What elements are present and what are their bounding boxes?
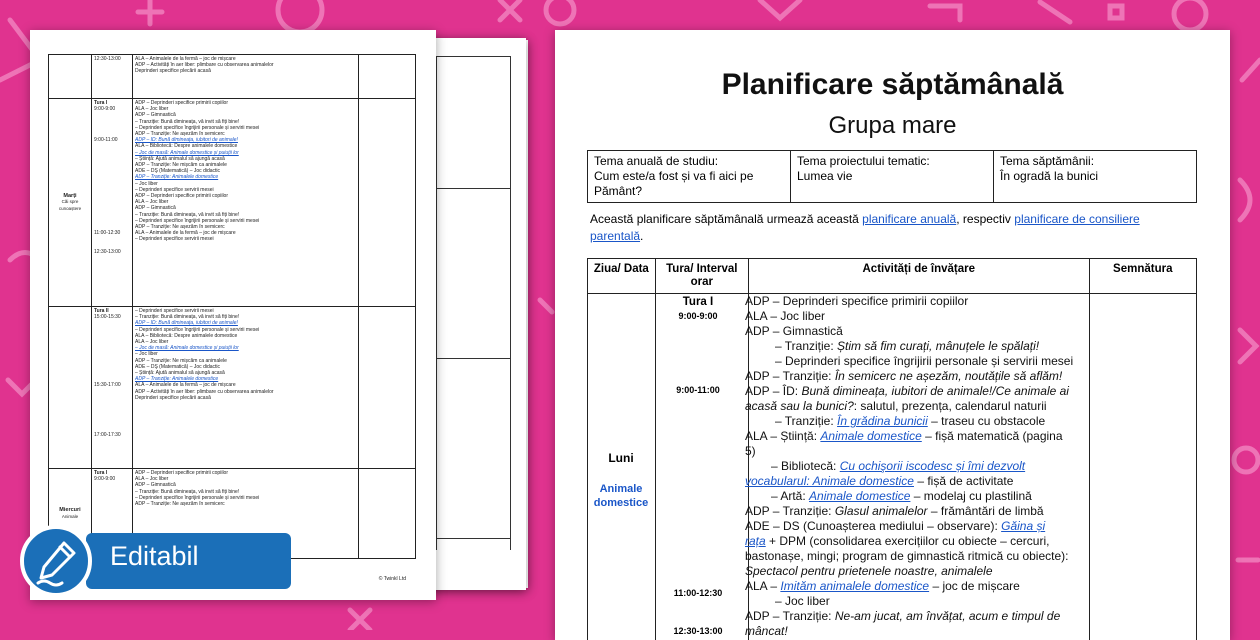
- thumbnail-time: 12:30-13:00: [94, 56, 130, 62]
- thumbnail-time: 12:30-13:00: [94, 249, 130, 255]
- thumbnail-line: ALA – Bibliotecă: Despre animalele domestice: [135, 333, 356, 339]
- activity-text: mâncat!: [745, 624, 788, 638]
- thumbnail-line: – Deprinderi specifice servirii mesei: [135, 236, 356, 242]
- annual-theme-cell: [588, 151, 791, 203]
- thumbnail-line: ADP – Deprinderi specifice primirii copiilor: [135, 100, 356, 106]
- activity-line: – Joc liber: [745, 594, 1090, 609]
- activity-text: ALA – Știință:: [745, 429, 820, 443]
- activity-link[interactable]: rața: [745, 534, 766, 548]
- week-theme-value: În ogradă la bunici: [1000, 169, 1098, 183]
- parental-plan-link[interactable]: planificare de consiliere parentală: [590, 212, 1140, 243]
- activity-line: – Deprinderi specifice îngrijirii personale și servirii mesei: [745, 354, 1090, 369]
- thumbnail-day-name: Miercuri: [59, 507, 80, 513]
- day-theme-link[interactable]: Animale domestice: [591, 482, 651, 510]
- time-slot: 12:30-13:00: [653, 626, 743, 636]
- header-day: Ziua/ Data: [588, 259, 656, 294]
- activity-text: – fișă matematică (pagina: [922, 429, 1063, 443]
- activity-line: [745, 624, 1090, 639]
- time-slot: 11:00-12:30: [653, 588, 743, 598]
- header-signature: Semnătura: [1089, 259, 1196, 294]
- thumbnail-time: 17:00-17:30: [94, 432, 130, 438]
- activity-text: ADP – Tranziție:: [745, 504, 835, 518]
- thumbnail-line: ALA – Animalele de la fermă – joc de mișcare: [135, 230, 356, 236]
- thumbnail-line: – Deprinderi specifice îngrijirii personale și servirii mesei: [135, 495, 356, 501]
- week-theme-label: Tema săptămânii:: [1000, 154, 1094, 168]
- project-theme-label: Tema proiectului tematic:: [797, 154, 930, 168]
- thumbnail-line: ALA – Joc liber: [135, 199, 356, 205]
- thumbnail-line: ADP – Deprinderi specifice primirii copiilor: [135, 193, 356, 199]
- activity-line: [745, 459, 1090, 474]
- activity-text: În semicerc ne așezăm, noutățile să aflăm!: [835, 369, 1062, 383]
- thumbnail-line: ADP – Tranziție: Animalele domestice: [135, 376, 356, 382]
- activity-line: [745, 474, 1090, 489]
- thumbnail-line: ADP – Activități în aer liber: plimbare cu observarea animalelor: [135, 389, 356, 395]
- time-slot: 9:00-9:00: [653, 311, 743, 321]
- activity-text: Glasul animalelor: [835, 504, 928, 518]
- thumbnail-line: ADP – Gimnastică: [135, 205, 356, 211]
- annual-theme-value: Cum este/a fost și va fi aici pe Pământ?: [594, 169, 753, 198]
- thumbnail-line: ADP – Tranziție: Ne așezăm în semicerc: [135, 501, 356, 507]
- activity-line: [745, 429, 1090, 444]
- activity-text: ADP – Tranziție:: [745, 369, 835, 383]
- thumbnail-line: ADP – Gimnastică: [135, 482, 356, 488]
- activity-line: [745, 369, 1090, 384]
- activity-line: [745, 534, 1090, 549]
- activity-line: [745, 399, 1090, 414]
- thumbnail-line: ADP – Tranziție: Ne așezăm în semicerc: [135, 224, 356, 230]
- thumbnail-footer: © Twinkl Ltd: [379, 576, 406, 582]
- thumbnail-line: – Joc liber: [135, 181, 356, 187]
- project-theme-value: Lumea vie: [797, 169, 852, 183]
- thumbnail-line: Deprinderi specifice plecării acasă: [135, 395, 356, 401]
- activity-text: – Tranziție:: [775, 414, 837, 428]
- activity-text: Știm să fim curați, mânuțele le spălați!: [837, 339, 1039, 353]
- thumbnail-time: 9:00-11:00: [94, 137, 130, 143]
- activity-line: [745, 339, 1090, 354]
- thumbnail-shift: Tura I: [94, 470, 130, 476]
- activity-text: + DPM (consolidarea exercițiilor cu obiecte – cercuri,: [766, 534, 1050, 548]
- thumbnail-line: ADP – Activități în aer liber: plimbare cu observarea animalelor: [135, 62, 356, 68]
- thumbnail-line: Deprinderi specifice plecării acasă: [135, 68, 356, 74]
- activities-list: [745, 294, 1090, 639]
- annual-theme-label: Tema anuală de studiu:: [594, 154, 718, 168]
- activity-line: ADP – Deprinderi specifice primirii copiilor: [745, 294, 1090, 309]
- activity-line: [745, 519, 1090, 534]
- activity-link[interactable]: Imităm animalele domestice: [780, 579, 929, 593]
- thumbnail-line: ALA – Joc liber: [135, 476, 356, 482]
- page-subtitle: Grupa mare: [555, 112, 1230, 140]
- activity-text: ADP – Tranziție:: [745, 609, 835, 623]
- activity-text: ALA –: [745, 579, 780, 593]
- thumbnail-line: ALA – Joc liber: [135, 106, 356, 112]
- intro-text: .: [640, 229, 643, 243]
- thumbnail-time: 9:00-9:00: [94, 106, 130, 112]
- intro-paragraph: [590, 211, 1190, 245]
- thumbnail-line: – Deprinderi specifice servirii mesei: [135, 308, 356, 314]
- thumbnail-day-theme: Animale: [62, 514, 78, 519]
- thumbnail-line: ADP – Tranziție: Ne mișcăm ca animalele: [135, 358, 356, 364]
- activity-text: : salutul, prezența, calendarul naturii: [854, 399, 1047, 413]
- day-name: Luni: [591, 451, 651, 465]
- thumbnail-line: ALA – Animalele de la fermă – joc de mișcare: [135, 382, 356, 388]
- thumbnail-line: – Tranziție: Bună dimineața, vă invit să fiți bine!: [135, 489, 356, 495]
- badge-label: Editabil: [110, 541, 199, 572]
- badge-circle: [20, 525, 92, 597]
- activity-text: Spectacol pentru prietenele noastre, animalele: [745, 564, 993, 578]
- thumbnail-line: ADP – ÎD: Bună dimineața, iubitori de animale!: [135, 137, 356, 143]
- thumbnail-line: – Joc de masă: Animale domestice și puiuții lor: [135, 345, 356, 351]
- page-title: Planificare săptămânală: [555, 68, 1230, 102]
- thumbnail-line: ADP – Gimnastică: [135, 112, 356, 118]
- activity-text: – Tranziție:: [775, 339, 837, 353]
- intro-text: , respectiv: [956, 212, 1014, 226]
- week-theme-cell: [994, 151, 1197, 203]
- thumbnail-time: 11:00-12:30: [94, 230, 130, 236]
- thumbnail-line: – Știință: Ajută animalul să ajungă acasă: [135, 370, 356, 376]
- activity-line: [745, 504, 1090, 519]
- activity-line: 5): [745, 444, 1090, 459]
- activity-line: ALA – Joc liber: [745, 309, 1090, 324]
- thumbnail-line: ALA – Animalele de la fermă – joc de mișcare: [135, 56, 356, 62]
- thumbnail-shift: Tura I: [94, 100, 130, 106]
- thumbnail-line: – Joc liber: [135, 351, 356, 357]
- activity-text: – modelaj cu plastilină: [910, 489, 1031, 503]
- time-slot: 9:00-11:00: [653, 385, 743, 395]
- activity-text: Bună dimineața, iubitori de animale!/Ce animale ai: [801, 384, 1069, 398]
- thumbnail-day-name: Marți: [63, 193, 76, 199]
- editable-badge[interactable]: [20, 525, 295, 597]
- thumbnail-line: ADP – ÎD: Bună dimineața, iubitori de animale!: [135, 320, 356, 326]
- thumbnail-line: – Deprinderi specifice îngrijirii personale și servirii mesei: [135, 327, 356, 333]
- header-activities: Activități de învățare: [748, 259, 1089, 294]
- activity-text: ADP – ÎD:: [745, 384, 801, 398]
- activity-text: Ne-am jucat, am învățat, acum e timpul de: [835, 609, 1060, 623]
- thumbnail-line: ADE – DŞ (Matematică) – Joc didactic: [135, 168, 356, 174]
- activity-line: bastonașe, mingi; program de gimnastică ritmică cu obiecte):: [745, 549, 1090, 564]
- thumbnail-shift: Tura II: [94, 308, 130, 314]
- thumbnail-time: 9:00-9:00: [94, 476, 130, 482]
- day-cell: [588, 294, 656, 640]
- activity-link[interactable]: Găina și: [1001, 519, 1045, 533]
- thumbnail-line: ALA – Bibliotecă: Despre animalele domestice: [135, 143, 356, 149]
- activity-link[interactable]: Cu ochişorii iscodesc și îmi dezvolt: [840, 459, 1025, 473]
- thumbnail-line: ADE – DŞ (Matematică) – Joc didactic: [135, 364, 356, 370]
- thumbnail-line: – Știință: Ajută animalul să ajungă acasă: [135, 156, 356, 162]
- header-shift: Tura/ Interval orar: [655, 259, 748, 294]
- activity-link[interactable]: Animale domestice: [820, 429, 921, 443]
- activity-text: – fișă de activitate: [914, 474, 1013, 488]
- thumbnail-line: – Deprinderi specifice servirii mesei: [135, 187, 356, 193]
- activity-text: ADE – DS (Cunoașterea mediului – observare):: [745, 519, 1001, 533]
- activity-text: – joc de mișcare: [929, 579, 1020, 593]
- thumbnail-line: ALA – Joc liber: [135, 339, 356, 345]
- activity-text: – Artă:: [771, 489, 809, 503]
- activity-line: [745, 579, 1090, 594]
- activity-text: – traseu cu obstacole: [928, 414, 1045, 428]
- thumbnail-time: 15:30-17:00: [94, 382, 130, 388]
- thumbnail-line: – Deprinderi specifice îngrijirii personale și servirii mesei: [135, 218, 356, 224]
- back-page-thumbnail: [30, 30, 436, 600]
- activity-text: acasă sau la bunici?: [745, 399, 854, 413]
- activity-text: – Bibliotecă:: [771, 459, 840, 473]
- thumbnail-line: ADP – Tranziție: Animalele domestice: [135, 174, 356, 180]
- pencil-icon: [24, 529, 88, 593]
- thumbnail-line: ADP – Tranziție: Ne mișcăm ca animalele: [135, 162, 356, 168]
- thumbnail-line: – Deprinderi specifice îngrijirii personale și servirii mesei: [135, 125, 356, 131]
- activity-line: [745, 384, 1090, 399]
- activity-text: – frământări de limbă: [928, 504, 1044, 518]
- activity-line: ADP – Gimnastică: [745, 324, 1090, 339]
- thumbnail-line: – Tranziție: Bună dimineața, vă invit să fiți bine!: [135, 314, 356, 320]
- activity-link[interactable]: vocabularul: Animale domestice: [745, 474, 914, 488]
- activity-line: [745, 609, 1090, 624]
- activity-link[interactable]: Animale domestice: [809, 489, 910, 503]
- thumbnail-line: ADP – Tranziție: Ne așezăm în semicerc: [135, 131, 356, 137]
- activity-link[interactable]: În grădina bunicii: [837, 414, 928, 428]
- thumbnail-line: – Tranziție: Bună dimineața, vă invit să fiți bine!: [135, 212, 356, 218]
- activity-line: [745, 414, 1090, 429]
- signature-cell[interactable]: [1089, 294, 1196, 640]
- shift-label: Tura I: [653, 296, 743, 308]
- project-theme-cell: [791, 151, 994, 203]
- thumbnail-time: 15:00-15:30: [94, 314, 130, 320]
- activity-line: [745, 489, 1090, 504]
- document-page: [555, 30, 1230, 640]
- thumbnail-schedule-table: [48, 54, 416, 559]
- activity-line: [745, 564, 1090, 579]
- thumbnail-day-theme: Căi spre cunoaștere: [59, 199, 81, 210]
- annual-plan-link[interactable]: planificare anuală: [862, 212, 956, 226]
- thumbnail-line: ADP – Deprinderi specifice primirii copiilor: [135, 470, 356, 476]
- thumbnail-line: – Tranziție: Bună dimineața, vă invit să fiți bine!: [135, 119, 356, 125]
- back-page-second: [430, 38, 526, 590]
- thumbnail-line: – Joc de masă: Animale domestice și puiuții lor: [135, 150, 356, 156]
- theme-info-table: [587, 150, 1197, 203]
- intro-text: Această planificare săptămânală urmează această: [590, 212, 862, 226]
